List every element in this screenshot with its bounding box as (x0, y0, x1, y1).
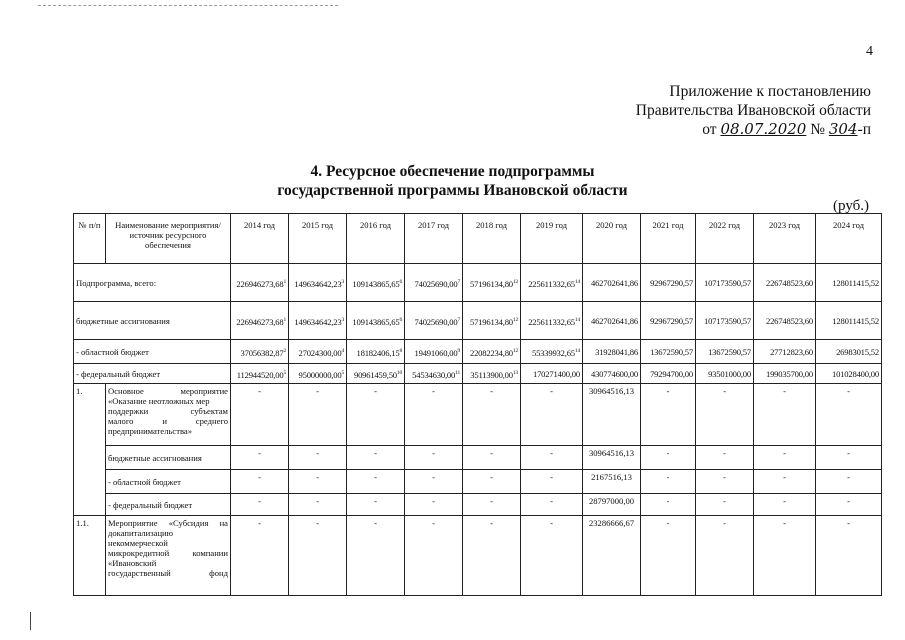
summary-value-cell (463, 302, 521, 340)
item11-name-line: докапитализацию (108, 528, 174, 538)
item1-sub-label: - федеральный бюджет (106, 494, 231, 516)
dash-cell: - (696, 384, 754, 446)
summary-value: 107173590,57 (703, 277, 751, 288)
summary-value-cell (463, 364, 521, 384)
dash-cell: - (754, 494, 816, 516)
dash-cell: - (289, 494, 347, 516)
header-year: 2017 год (405, 214, 463, 264)
appendix-block (636, 82, 871, 139)
dash-cell: - (463, 494, 521, 516)
dash-cell: - (289, 384, 347, 446)
header-year: 2019 год (521, 214, 583, 264)
footnote-mark: 12 (512, 347, 518, 354)
footnote-mark: 3 (341, 316, 344, 323)
footnote-mark: 2 (283, 347, 286, 354)
item1-name (106, 384, 231, 446)
dash-cell: - (641, 446, 696, 470)
scan-edge-mark (30, 612, 31, 630)
item1-name-line: малого и среднего (108, 416, 228, 426)
summary-value-cell (754, 264, 816, 302)
dash-cell: - (696, 446, 754, 470)
footnote-mark: 14 (574, 347, 580, 354)
summary-row-label: - областной бюджет (74, 340, 231, 364)
appendix-number: 304 (828, 120, 858, 138)
dash-cell: - (521, 446, 583, 470)
dash-cell: - (405, 494, 463, 516)
summary-value: 225611332,65 (528, 278, 575, 289)
summary-value-cell (583, 264, 641, 302)
summary-value: 35113900,00 (470, 369, 513, 380)
summary-value: 18182406,15 (356, 347, 400, 358)
summary-value: 109143865,65 (352, 316, 400, 327)
summary-value-cell (641, 340, 696, 364)
summary-value: 13672590,57 (708, 346, 751, 357)
table-header-row (74, 214, 882, 264)
header-year: 2022 год (696, 214, 754, 264)
item11-name-line: государственный фонд (108, 568, 228, 578)
value-2020: 28797000,00 (583, 494, 641, 516)
header-year: 2015 год (289, 214, 347, 264)
footnote-mark: 5 (283, 369, 286, 376)
dash-cell: - (289, 516, 347, 596)
summary-value: 128011415,52 (832, 315, 879, 326)
summary-value-cell (754, 302, 816, 340)
dash-cell: - (289, 470, 347, 494)
dash-cell: - (463, 516, 521, 596)
value-2020: 2167516,13 (583, 470, 641, 494)
summary-value-cell (521, 340, 583, 364)
item1-sub-label: бюджетные ассигнования (106, 446, 231, 470)
footnote-mark: 4 (341, 347, 344, 354)
header-year: 2024 год (816, 214, 882, 264)
summary-row (74, 340, 882, 364)
footnote-mark: 3 (341, 278, 344, 285)
summary-value-cell (347, 302, 405, 340)
item1-name-line: поддержки субъектам (108, 406, 228, 416)
page-number: 4 (866, 44, 873, 59)
dash-cell: - (521, 494, 583, 516)
summary-value-cell (816, 264, 882, 302)
dash-cell: - (347, 384, 405, 446)
dash-cell: - (641, 494, 696, 516)
appendix-line-1: Приложение к постановлению (669, 83, 871, 100)
summary-value: 430774600,00 (590, 368, 638, 379)
footnote-mark: 13 (512, 369, 518, 376)
summary-value-cell (521, 264, 583, 302)
summary-row (74, 364, 882, 384)
dash-cell: - (521, 516, 583, 596)
appendix-from: от (702, 121, 717, 138)
dash-cell: - (521, 470, 583, 494)
footnote-mark: 12 (512, 316, 518, 323)
item1-name-line: Основное мероприятие (108, 386, 228, 396)
summary-row (74, 264, 882, 302)
header-year: 2018 год (463, 214, 521, 264)
summary-value-cell (231, 302, 289, 340)
dash-cell: - (816, 384, 882, 446)
summary-value-cell (405, 302, 463, 340)
summary-value-cell (521, 302, 583, 340)
summary-value-cell (816, 302, 882, 340)
summary-value-cell (696, 340, 754, 364)
summary-value-cell (641, 364, 696, 384)
summary-value: 112944520,00 (236, 369, 284, 380)
dash-cell: - (754, 446, 816, 470)
summary-value: 462702641,86 (590, 277, 638, 288)
dash-cell: - (231, 494, 289, 516)
summary-value-cell (231, 340, 289, 364)
summary-value: 22082234,80 (469, 347, 513, 358)
summary-value: 170271400,00 (532, 368, 580, 379)
value-2020: 30964516,13 (583, 446, 641, 470)
summary-value: 225611332,65 (528, 316, 575, 327)
summary-value-cell (754, 340, 816, 364)
dash-cell: - (816, 446, 882, 470)
footnote-mark: 12 (512, 278, 518, 285)
dash-cell: - (463, 446, 521, 470)
footnote-mark: 6 (399, 278, 402, 285)
summary-value-cell (521, 364, 583, 384)
resource-table (73, 213, 882, 596)
summary-value: 462702641,86 (590, 315, 638, 326)
value-2020: 30964516,13 (583, 384, 641, 446)
document-title (0, 162, 905, 200)
summary-value: 128011415,52 (832, 277, 879, 288)
summary-value: 95000000,00 (298, 369, 342, 380)
dash-cell: - (347, 470, 405, 494)
summary-value-cell (405, 340, 463, 364)
dash-cell: - (347, 494, 405, 516)
summary-value: 226748523,60 (765, 315, 813, 326)
dash-cell: - (405, 470, 463, 494)
summary-value: 37056382,87 (240, 347, 284, 358)
dash-cell: - (816, 494, 882, 516)
summary-value: 226946273,68 (236, 316, 284, 327)
appendix-suffix: -п (857, 121, 871, 138)
summary-value-cell (641, 264, 696, 302)
item1-name-line: предпринимательства» (108, 426, 193, 436)
dash-cell: - (816, 516, 882, 596)
summary-value: 226946273,68 (236, 278, 284, 289)
footnote-mark: 9 (457, 347, 460, 354)
appendix-date-line (636, 120, 871, 139)
summary-value: 57196134,80 (469, 278, 513, 289)
summary-value: 57196134,80 (469, 316, 513, 327)
summary-value-cell (463, 264, 521, 302)
summary-value: 74025690,00 (414, 278, 458, 289)
summary-value-cell (405, 364, 463, 384)
summary-value-cell (696, 302, 754, 340)
dash-cell: - (405, 516, 463, 596)
summary-value-cell (816, 340, 882, 364)
document-title-line-2: государственной программы Ивановской области (277, 182, 628, 199)
dash-cell: - (754, 384, 816, 446)
summary-value: 79294700,00 (650, 368, 693, 379)
footnote-mark: 11 (455, 369, 460, 376)
summary-value-cell (289, 302, 347, 340)
summary-value: 26983015,52 (836, 346, 879, 357)
footnote-mark: 14 (574, 316, 580, 323)
item11-name-line: «Ивановский (108, 558, 157, 568)
dash-cell: - (696, 470, 754, 494)
header-year: 2014 год (231, 214, 289, 264)
item-row (74, 494, 882, 516)
dash-cell: - (696, 494, 754, 516)
summary-value: 92967290,57 (650, 315, 693, 326)
dash-cell: - (521, 384, 583, 446)
dash-cell: - (347, 446, 405, 470)
item11-name-line: некоммерческой (108, 538, 168, 548)
dash-cell: - (231, 470, 289, 494)
footnote-mark: 7 (457, 316, 460, 323)
summary-value-cell (289, 340, 347, 364)
summary-value-cell (641, 302, 696, 340)
summary-value-cell (347, 264, 405, 302)
summary-value: 27024300,00 (298, 347, 342, 358)
summary-value: 27712823,60 (770, 346, 813, 357)
summary-row (74, 302, 882, 340)
footnote-mark: 14 (574, 278, 580, 285)
value-2020: 23286666,67 (583, 516, 641, 596)
header-name: Наименование мероприятия/источник ресурсного обеспечения (106, 214, 231, 264)
summary-value: 31928041,86 (595, 346, 638, 357)
summary-row-label: бюджетные ассигнования (74, 302, 231, 340)
summary-value-cell (583, 302, 641, 340)
summary-value: 55339932,65 (531, 347, 575, 358)
dash-cell: - (347, 516, 405, 596)
summary-value: 109143865,65 (352, 278, 400, 289)
summary-value-cell (696, 364, 754, 384)
dash-cell: - (405, 384, 463, 446)
summary-value: 93501000,00 (708, 368, 751, 379)
header-number: № п/п (74, 214, 106, 264)
header-year: 2021 год (641, 214, 696, 264)
footnote-mark: 5 (341, 369, 344, 376)
summary-value: 92967290,57 (650, 277, 693, 288)
header-year: 2023 год (754, 214, 816, 264)
summary-value: 226748523,60 (765, 277, 813, 288)
summary-value-cell (583, 340, 641, 364)
dash-cell: - (641, 470, 696, 494)
dash-cell: - (231, 446, 289, 470)
document-title-line-1: 4. Ресурсное обеспечение подпрограммы (310, 163, 595, 180)
summary-value-cell (754, 364, 816, 384)
item-row (74, 446, 882, 470)
summary-value: 90961459,50 (353, 369, 397, 380)
footnote-mark: 6 (399, 316, 402, 323)
appendix-line-2: Правительства Ивановской области (635, 102, 871, 119)
summary-value-cell (405, 264, 463, 302)
header-year: 2020 год (583, 214, 641, 264)
dash-cell: - (816, 470, 882, 494)
summary-value-cell (347, 340, 405, 364)
summary-value: 19491060,00 (414, 347, 458, 358)
dash-cell: - (405, 446, 463, 470)
item11-name (106, 516, 231, 596)
appendix-num-sign: № (810, 121, 826, 138)
footnote-mark: 8 (399, 347, 402, 354)
item-number: 1.1. (74, 516, 106, 596)
summary-value-cell (347, 364, 405, 384)
dash-cell: - (463, 384, 521, 446)
summary-value: 54534630,00 (412, 369, 456, 380)
item-number: 1. (74, 384, 106, 516)
summary-value-cell (231, 364, 289, 384)
item1-sub-label: - областной бюджет (106, 470, 231, 494)
item-row (74, 470, 882, 494)
appendix-date: 08.07.2020 (720, 120, 807, 138)
summary-value-cell (231, 264, 289, 302)
summary-value-cell (696, 264, 754, 302)
dash-cell: - (754, 516, 816, 596)
summary-value-cell (463, 340, 521, 364)
dash-cell: - (754, 470, 816, 494)
summary-value: 107173590,57 (703, 315, 751, 326)
footnote-mark: 7 (457, 278, 460, 285)
dash-cell: - (231, 384, 289, 446)
dash-cell: - (231, 516, 289, 596)
item-row (74, 384, 882, 446)
summary-value: 149634642,23 (294, 278, 342, 289)
dash-cell: - (289, 446, 347, 470)
item-row (74, 516, 882, 596)
summary-value-cell (289, 264, 347, 302)
footnote-mark: 10 (396, 369, 402, 376)
dash-cell: - (463, 470, 521, 494)
header-year: 2016 год (347, 214, 405, 264)
footnote-mark: 1 (283, 316, 286, 323)
summary-value-cell (289, 364, 347, 384)
summary-row-label: - федеральный бюджет (74, 364, 231, 384)
item11-name-line: микрокредитной компании (108, 548, 228, 558)
item11-name-line: Мероприятие «Субсидия на (108, 518, 228, 528)
summary-value: 149634642,23 (294, 316, 342, 327)
footnote-mark: 1 (283, 278, 286, 285)
scan-top-line (38, 5, 338, 6)
dash-cell: - (641, 384, 696, 446)
summary-value: 101028400,00 (831, 368, 879, 379)
summary-row-label: Подпрограмма, всего: (74, 264, 231, 302)
summary-value-cell (816, 364, 882, 384)
unit-label: (руб.) (833, 198, 869, 214)
summary-value: 74025690,00 (414, 316, 458, 327)
dash-cell: - (696, 516, 754, 596)
summary-value-cell (583, 364, 641, 384)
dash-cell: - (641, 516, 696, 596)
summary-value: 199035700,00 (765, 368, 813, 379)
item1-name-line: «Оказание неотложных мер (108, 396, 210, 406)
summary-value: 13672590,57 (650, 346, 693, 357)
